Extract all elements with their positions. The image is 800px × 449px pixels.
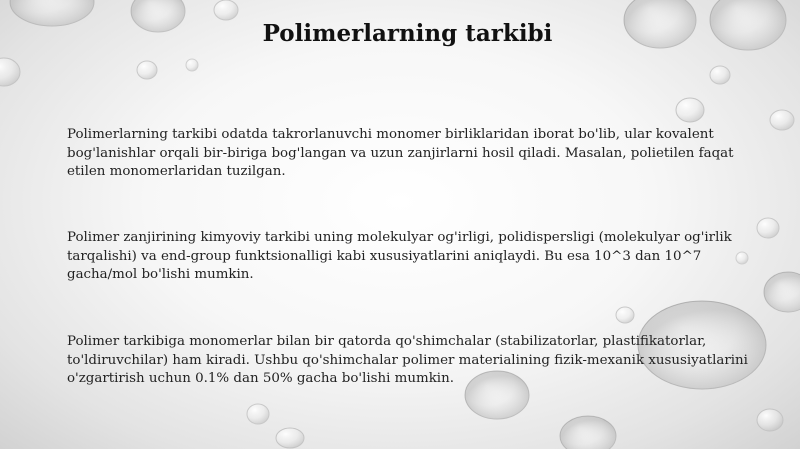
paragraph-composition-monomers: Polimerlarning tarkibi odatda takrorlanuvchi monomer birliklaridan iborat bo'lib, ular kovalent bog'lanishlar orqali bir-biriga bog'langan va uzun zanjirlarni hosil qiladi. Masalan, polietilen faqat etilen monomerlaridan tuzilgan.: [67, 127, 734, 179]
drop: [764, 272, 800, 312]
drop: [616, 307, 634, 323]
drop: [560, 416, 616, 449]
drop: [710, 66, 730, 84]
drop: [247, 404, 269, 424]
drop: [770, 110, 794, 130]
slide-title: Polimerlarning tarkibi: [262, 20, 553, 47]
drop: [276, 428, 304, 448]
drop: [0, 58, 20, 86]
drop: [214, 0, 238, 20]
drop: [186, 59, 198, 71]
drop: [676, 98, 704, 122]
drop: [137, 61, 157, 79]
drop: [757, 218, 779, 238]
paragraph-molecular-weight: Polimer zanjirining kimyoviy tarkibi uning molekulyar og'irligi, polidispersligi (molekulyar og'irlik tarqalishi) va end-group funktsionalligi kabi xususiyatlarini aniqlaydi. Bu esa 10^3 dan 10^7 gacha/mol bo'lishi mumkin.: [67, 230, 732, 282]
drop: [757, 409, 783, 431]
paragraph-additives: Polimer tarkibiga monomerlar bilan bir qatorda qo'shimchalar (stabilizatorlar, plastifikatorlar, to'ldiruvchilar) ham kiradi. Ushbu qo'shimchalar polimer materialining fizik-mexanik xususiyatlarini o'zgartirish uchun 0.1% dan 50% gacha bo'lishi mumkin.: [67, 334, 748, 386]
